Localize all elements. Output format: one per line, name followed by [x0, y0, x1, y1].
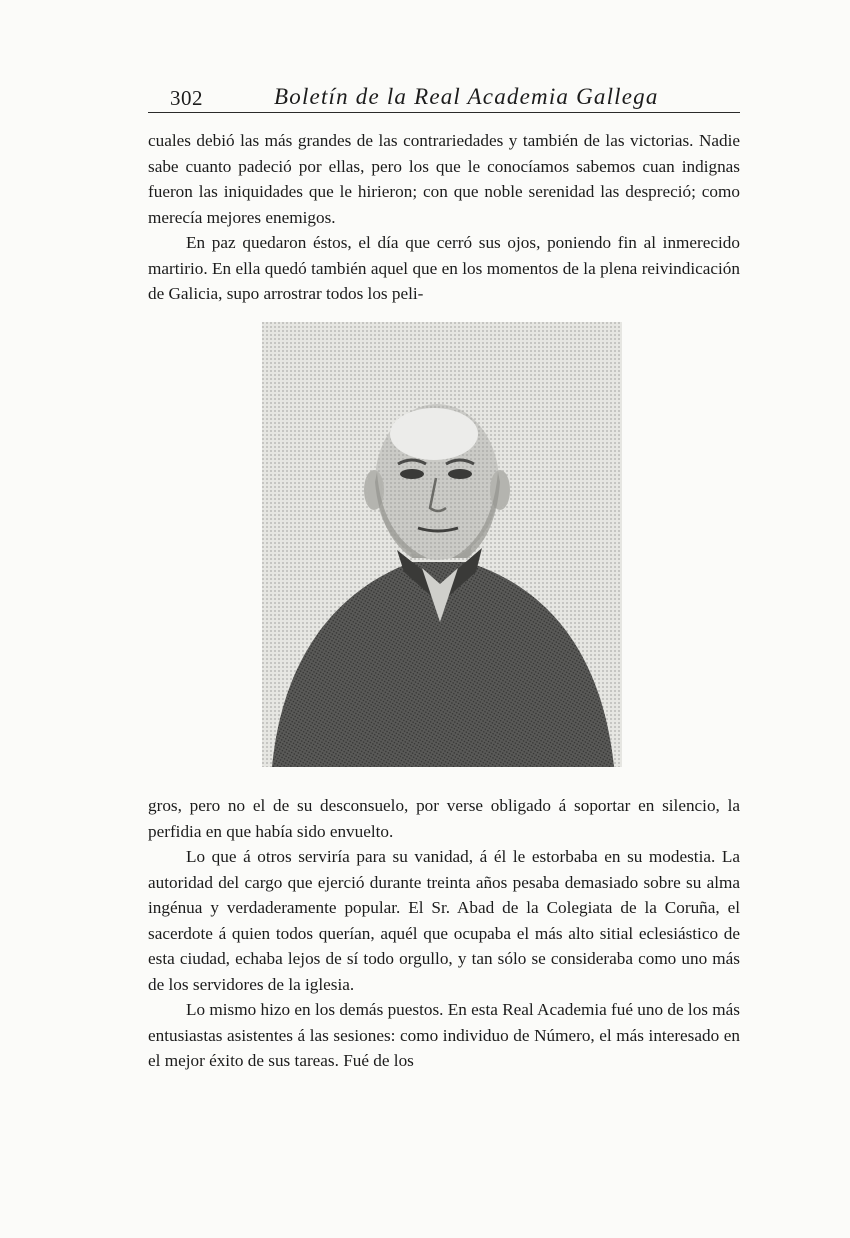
running-title: Boletín de la Real Academia Gallega [274, 84, 659, 109]
page-header [148, 80, 740, 113]
text-block-bottom [148, 793, 740, 1074]
paragraph: gros, pero no el de su desconsuelo, por verse obligado á soportar en silencio, la perfidia en que había sido envuelto. [148, 796, 740, 841]
page-number: 302 [170, 86, 203, 110]
paragraph: cuales debió las más grandes de las contrariedades y también de las victorias. Nadie sabe cuanto padeció por ellas, pero los que le conocíamos sabemos cuan indignas fueron las iniquidades que le hirieron; con que noble serenidad las despreció; como merecía mejores enemigos. [148, 131, 740, 227]
paragraph: Lo mismo hizo en los demás puestos. En esta Real Academia fué uno de los más entusiastas asistentes á las sesiones: como individuo de Número, el más interesado en el mejor éxito de sus tareas. Fué de los [148, 1000, 740, 1070]
paragraph: Lo que á otros serviría para su vanidad, á él le estorbaba en su modestia. La autoridad del cargo que ejerció durante treinta años pesaba demasiado sobre su alma ingénua y verdaderamente popular. El Sr. Abad de la Colegiata de la Coruña, el sacerdote á quien todos querían, aquél que ocupaba el más alto sitial eclesiástico de esta ciudad, echaba lejos de sí todo orgullo, y tan sólo se consideraba como uno más de los servidores de la iglesia. [148, 847, 740, 994]
portrait-photo [262, 322, 622, 767]
paragraph: En paz quedaron éstos, el día que cerró sus ojos, poniendo fin al inmerecido martirio. En ella quedó también aquel que en los momentos de la plena reivindicación de Galicia, supo arrostrar todos los peli- [148, 233, 740, 303]
text-block-top [148, 128, 740, 307]
